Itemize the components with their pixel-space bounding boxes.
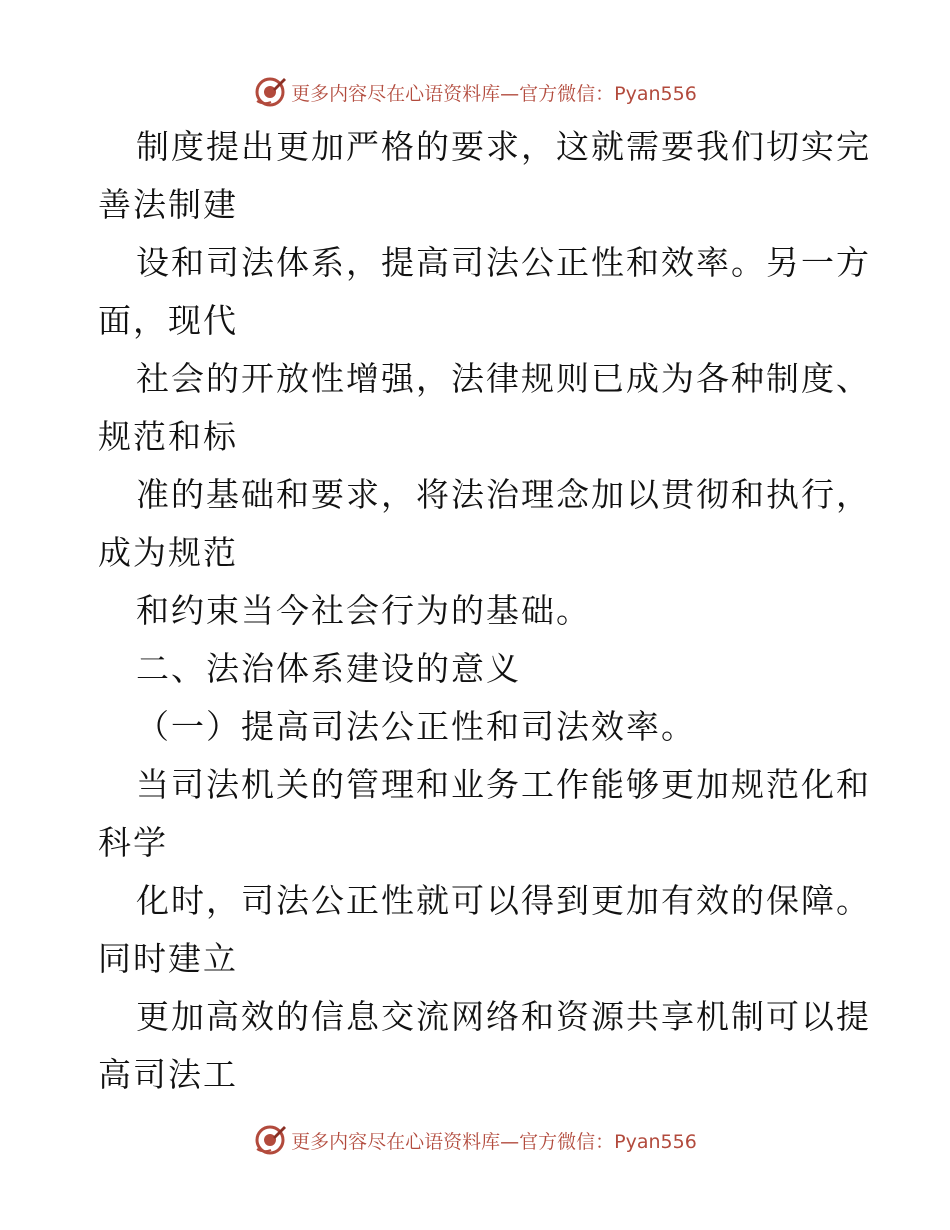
body-line: 成为规范 (98, 533, 238, 572)
body-line: 和约束当今社会行为的基础。 (136, 591, 591, 630)
footer-banner-text: 更多内容尽在心语资料库—官方微信：Pyan556 (291, 1130, 697, 1153)
body-line: 准的基础和要求，将法治理念加以贯彻和执行， (136, 475, 871, 514)
pen-logo-icon (253, 1123, 287, 1157)
body-line: 同时建立 (98, 939, 238, 978)
body-line: 制度提出更加严格的要求，这就需要我们切实完 (136, 127, 871, 166)
footer-banner (0, 1120, 950, 1160)
body-line: 善法制建 (98, 185, 238, 224)
body-line: 设和司法体系，提高司法公正性和效率。另一方 (136, 243, 871, 282)
header-banner (0, 72, 950, 112)
body-line: 规范和标 (98, 417, 238, 456)
body-line: 社会的开放性增强，法律规则已成为各种制度、 (136, 359, 871, 398)
body-line: 更加高效的信息交流网络和资源共享机制可以提 (136, 997, 871, 1036)
pen-logo-icon (253, 75, 287, 109)
body-line: 高司法工 (98, 1055, 238, 1094)
body-line: 面，现代 (98, 301, 238, 340)
header-banner-text: 更多内容尽在心语资料库—官方微信：Pyan556 (291, 82, 697, 105)
section-heading: 二、法治体系建设的意义 (136, 649, 521, 688)
body-line: 当司法机关的管理和业务工作能够更加规范化和 (136, 765, 871, 804)
document-body (98, 118, 871, 1104)
subsection-heading: （一）提高司法公正性和司法效率。 (136, 707, 696, 746)
body-line: 科学 (98, 823, 168, 862)
body-line: 化时，司法公正性就可以得到更加有效的保障。 (136, 881, 871, 920)
